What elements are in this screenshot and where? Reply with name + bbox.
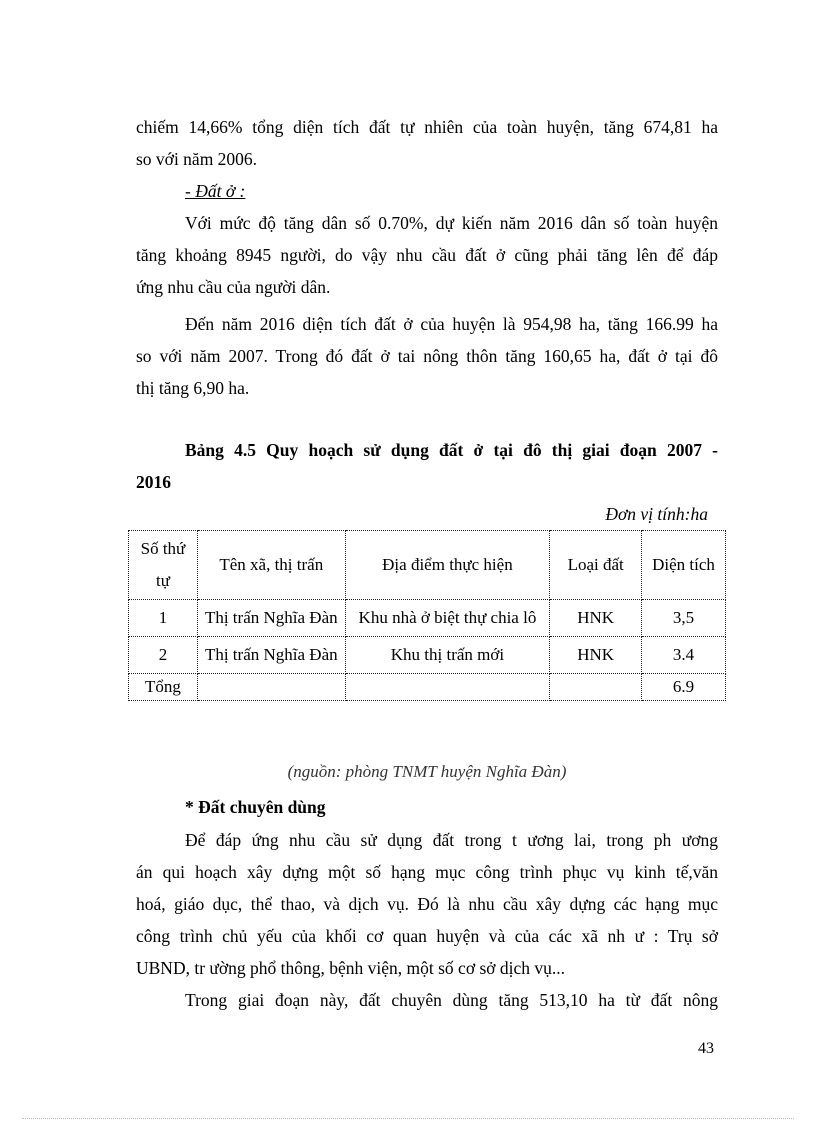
unit-label: Đơn vị tính:ha <box>605 504 708 524</box>
body-text-line: ứng nhu cầu của người dân. <box>136 277 331 297</box>
body-text-line: so với năm 2006. <box>136 149 258 169</box>
table-total-row <box>129 674 726 701</box>
body-text-line: Với mức độ tăng dân số 0.70%, dự kiến năm 2016 dân số toàn huyện <box>185 213 718 233</box>
body-text-line: so với năm 2007. Trong đó đất ở tai nông thôn tăng 160,65 ha, đất ở tại đô <box>136 346 718 366</box>
header-cell: Số thứ tự <box>129 531 198 600</box>
section-heading: * Đất chuyên dùng <box>185 797 326 817</box>
table-caption: Bảng 4.5 Quy hoạch sử dụng đất ở tại đô thị giai đoạn 2007 - <box>185 440 718 460</box>
body-text-line: án qui hoạch xây dựng một số hạng mục công trình phục vụ kinh tế,văn <box>136 862 718 882</box>
body-text-line: Để đáp ứng nhu cầu sử dụng đất trong t ương lai, trong ph ương <box>185 830 718 850</box>
body-text-line: chiếm 14,66% tổng diện tích đất tự nhiên của toàn huyện, tăng 674,81 ha <box>136 117 718 137</box>
body-text-line: UBND, tr ường phổ thông, bệnh viện, một số cơ sở dịch vụ... <box>136 958 566 978</box>
page-number: 43 <box>698 1040 714 1057</box>
table-row <box>129 637 726 674</box>
table-source: (nguồn: phòng TNMT huyện Nghĩa Đàn) <box>287 762 567 781</box>
body-text-line: công trình chủ yếu của khối cơ quan huyện và của các xã nh ư : Trụ sở <box>136 926 718 946</box>
table-cell: HNK <box>550 600 642 637</box>
table-cell: 6.9 <box>642 674 726 701</box>
table-cell: Khu thị trấn mới <box>345 637 550 674</box>
body-text-line: tăng khoảng 8945 người, do vậy nhu cầu đất ở cũng phải tăng lên để đáp <box>136 245 718 265</box>
table-cell: 1 <box>129 600 198 637</box>
table-cell <box>550 674 642 701</box>
body-text-line: Đến năm 2016 diện tích đất ở của huyện là 954,98 ha, tăng 166.99 ha <box>185 314 718 334</box>
table-cell: Thị trấn Nghĩa Đàn <box>197 637 345 674</box>
table-caption-year: 2016 <box>136 472 171 492</box>
header-cell: Loại đất <box>550 531 642 600</box>
table-cell: Tổng <box>129 674 198 701</box>
table-cell: Thị trấn Nghĩa Đàn <box>197 600 345 637</box>
footer-divider <box>22 1118 794 1119</box>
table-cell: 3,5 <box>642 600 726 637</box>
table-cell: 3.4 <box>642 637 726 674</box>
body-text-line: thị tăng 6,90 ha. <box>136 378 250 398</box>
header-cell: Tên xã, thị trấn <box>197 531 345 600</box>
table-cell <box>197 674 345 701</box>
header-cell: Địa điểm thực hiện <box>345 531 550 600</box>
header-cell: Diện tích <box>642 531 726 600</box>
body-text-line: Trong giai đoạn này, đất chuyên dùng tăng 513,10 ha từ đất nông <box>185 990 718 1010</box>
table-cell: Khu nhà ở biệt thự chia lô <box>345 600 550 637</box>
table-header-row <box>129 531 726 600</box>
body-text-line: hoá, giáo dục, thể thao, và dịch vụ. Đó là nhu cầu xây dựng các hạng mục <box>136 894 718 914</box>
subsection-label: - Đất ở : <box>185 181 246 201</box>
table-row <box>129 600 726 637</box>
table-cell <box>345 674 550 701</box>
table-cell: HNK <box>550 637 642 674</box>
land-use-table <box>128 530 726 701</box>
table-cell: 2 <box>129 637 198 674</box>
